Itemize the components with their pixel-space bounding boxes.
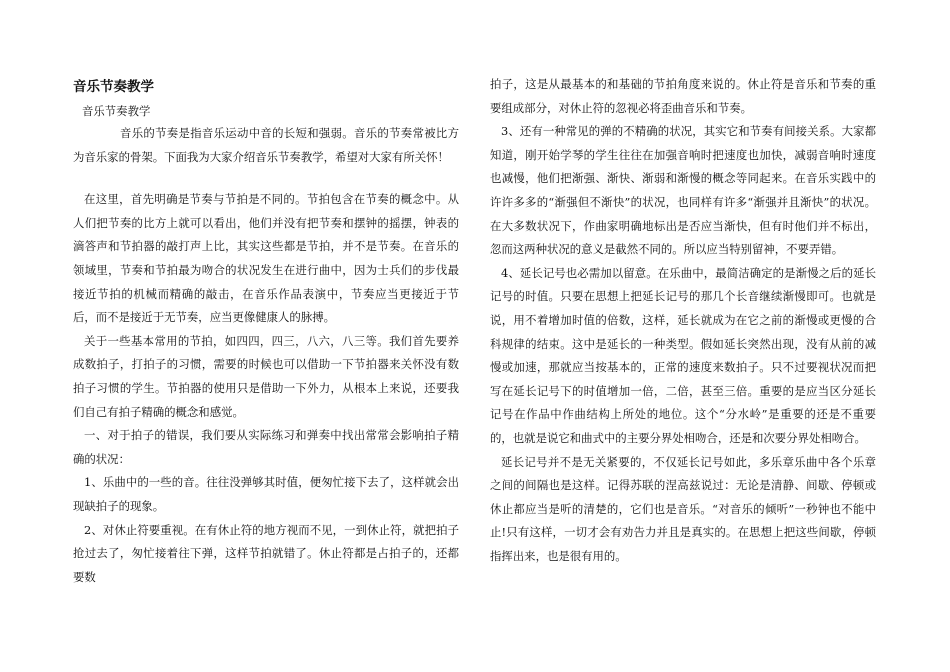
rhythm-vs-beat-paragraph: 在这里，首先明确是节奏与节拍是不同的。节拍包含在节奏的概念中。从人们把节奏的比方上就可以看出，他们并没有把节奏和摆钟的摇摆，钟表的滴答声和节拍器的敲打声上比，其实这些都是节拍，并不是节奏。在音乐的领域里，节奏和节拍最为吻合的状况发生在进行曲中，因为士兵们的步伐最接近节拍的机械而精确的敲击，在音乐作品表演中，节奏应当更接近于节后，而不是接近于无节奏，应当更像健康人的脉搏。	[73, 192, 459, 325]
left-column	[73, 73, 459, 589]
common-meters-paragraph: 关于一些基本常用的节拍，如四四，四三，八六，八三等。我们首先要养成数拍子，打拍子的习惯，需要的时候也可以借助一下节拍器来关怀没有数拍子习惯的学生。节拍器的使用只是借助一下外力，从根本上来说，还要我们自己有拍子精确的概念和感觉。	[73, 333, 459, 419]
right-column	[490, 73, 876, 568]
point-two-continued-paragraph: 拍子，这是从最基本的和基础的节拍角度来说的。休止符是音乐和节奏的重要组成部分，对休止符的忽视必将歪曲音乐和节奏。	[490, 77, 876, 115]
intro-paragraph: 音乐的节奏是指音乐运动中音的长短和强弱。音乐的节奏常被比方为音乐家的骨架。下面我为大家介绍音乐节奏教学，希望对大家有所关怀！	[73, 126, 459, 164]
document-subtitle: 音乐节奏教学	[82, 104, 151, 118]
document-title: 音乐节奏教学	[73, 79, 154, 95]
point-three-paragraph: 3、还有一种常见的弹的不精确的状况，其实它和节奏有间接关系。大家都知道，刚开始学琴的学生往往在加强音响时把速度也加快，减弱音响时速度也减慢，他们把渐强、渐快、渐弱和渐慢的概念等同起来。在音乐实践中的许许多多的“渐强但不渐快”的状况，也同样有许多“渐强并且渐快”的状况。在大多数状况下，作曲家明确地标出是否应当渐快，但有时他们并不标出，忽而这两种状况的意义是截然不同的。所以应当特别留神，不要弄错。	[490, 124, 876, 257]
point-one-paragraph: 1、乐曲中的一些的音。往往没弹够其时值，便匆忙接下去了，这样就会出现缺拍子的现象。	[73, 475, 459, 513]
fermata-intervals-paragraph: 延长记号并不是无关紧要的，不仅延长记号如此，多乐章乐曲中各个乐章之间的间隔也是这样。记得苏联的涅高兹说过：无论是清静、间歇、停顿或休止都应当是听的清楚的，它们也是音乐。“对音乐的倾听”一秒钟也不能中止!只有这样，一切才会有劝告力并且是真实的。在思想上把这些间歇，停顿指挥出来，也是很有用的。	[490, 454, 876, 563]
point-two-paragraph: 2、对休止符要重视。在有休止符的地方视而不见，一到休止符，就把拍子抢过去了，匆忙接着往下弹，这样节拍就错了。休止符都是占拍子的，还都要数	[73, 522, 459, 584]
point-four-paragraph: 4、延长记号也必需加以留意。在乐曲中，最简洁确定的是渐慢之后的延长记号的时值。只要在思想上把延长记号的那几个长音继续渐慢即可。也就是说，用不着增加时值的倍数，这样，延长就成为在它之前的渐慢或更慢的合科规律的结束。这中是延长的一种类型。假如延长突然出现，没有从前的减慢或加速，那就应当按基本的，正常的速度来数拍子。只不过要视状况而把写在延长记号下的时值增加一倍，二倍，甚至三倍。重要的是应当区分延长记号在作品中作曲结构上所处的地位。这个“分水岭”是重要的还是不重要的，也就是说它和曲式中的主要分界处相吻合，还是和次要分界处相吻合。	[490, 265, 876, 445]
section-one-heading: 一、对于拍子的错误，我们要从实际练习和弹奏中找出常常会影响拍子精确的状况：	[73, 428, 459, 466]
